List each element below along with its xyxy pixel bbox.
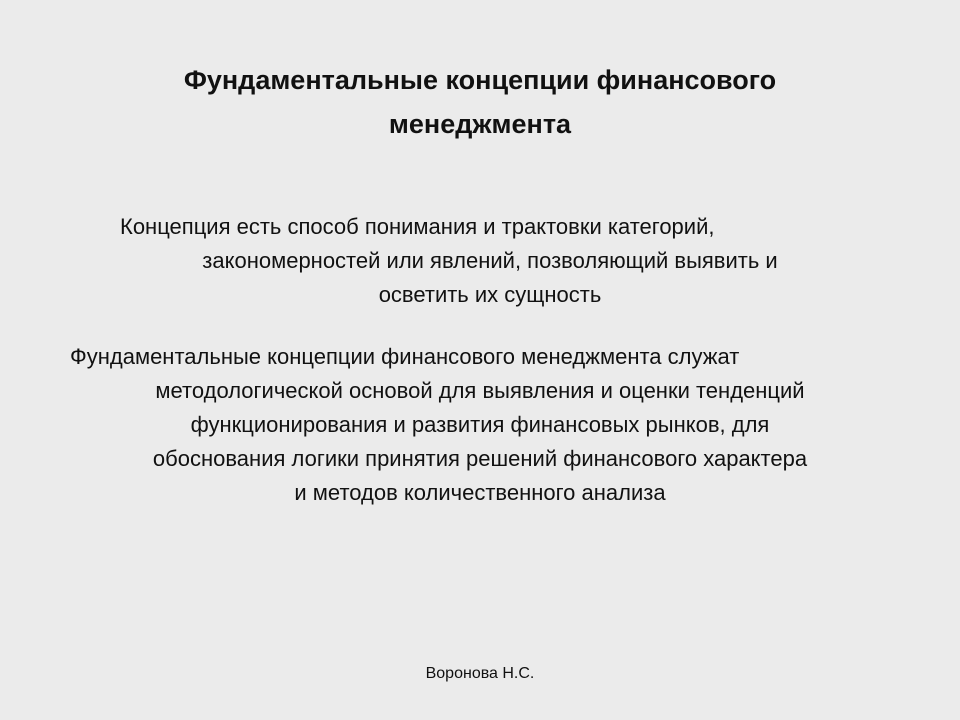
paragraph-line: методологической основой для выявления и оценки тенденций bbox=[155, 378, 805, 403]
paragraph-line: закономерностей или явлений, позволяющий выявить и bbox=[202, 248, 778, 273]
paragraph-line: Концепция есть способ понимания и трактовки категорий, bbox=[120, 214, 715, 239]
paragraph-line: и методов количественного анализа bbox=[294, 480, 666, 505]
paragraph-line: Фундаментальные концепции финансового менеджмента служат bbox=[70, 344, 740, 369]
slide-title-line: Фундаментальные концепции финансового bbox=[183, 65, 777, 95]
paragraph-line: осветить их сущность bbox=[378, 282, 602, 307]
paragraph-line: функционирования и развития финансовых рынков, для bbox=[190, 412, 770, 437]
fundamental-concepts-paragraph bbox=[60, 340, 900, 510]
slide-title-line: менеджмента bbox=[388, 109, 572, 139]
author-footer: Воронова Н.С. bbox=[425, 665, 535, 682]
concept-definition-paragraph bbox=[100, 210, 860, 312]
paragraph-line: обоснования логики принятия решений финансового характера bbox=[152, 446, 808, 471]
slide-title bbox=[60, 58, 900, 146]
